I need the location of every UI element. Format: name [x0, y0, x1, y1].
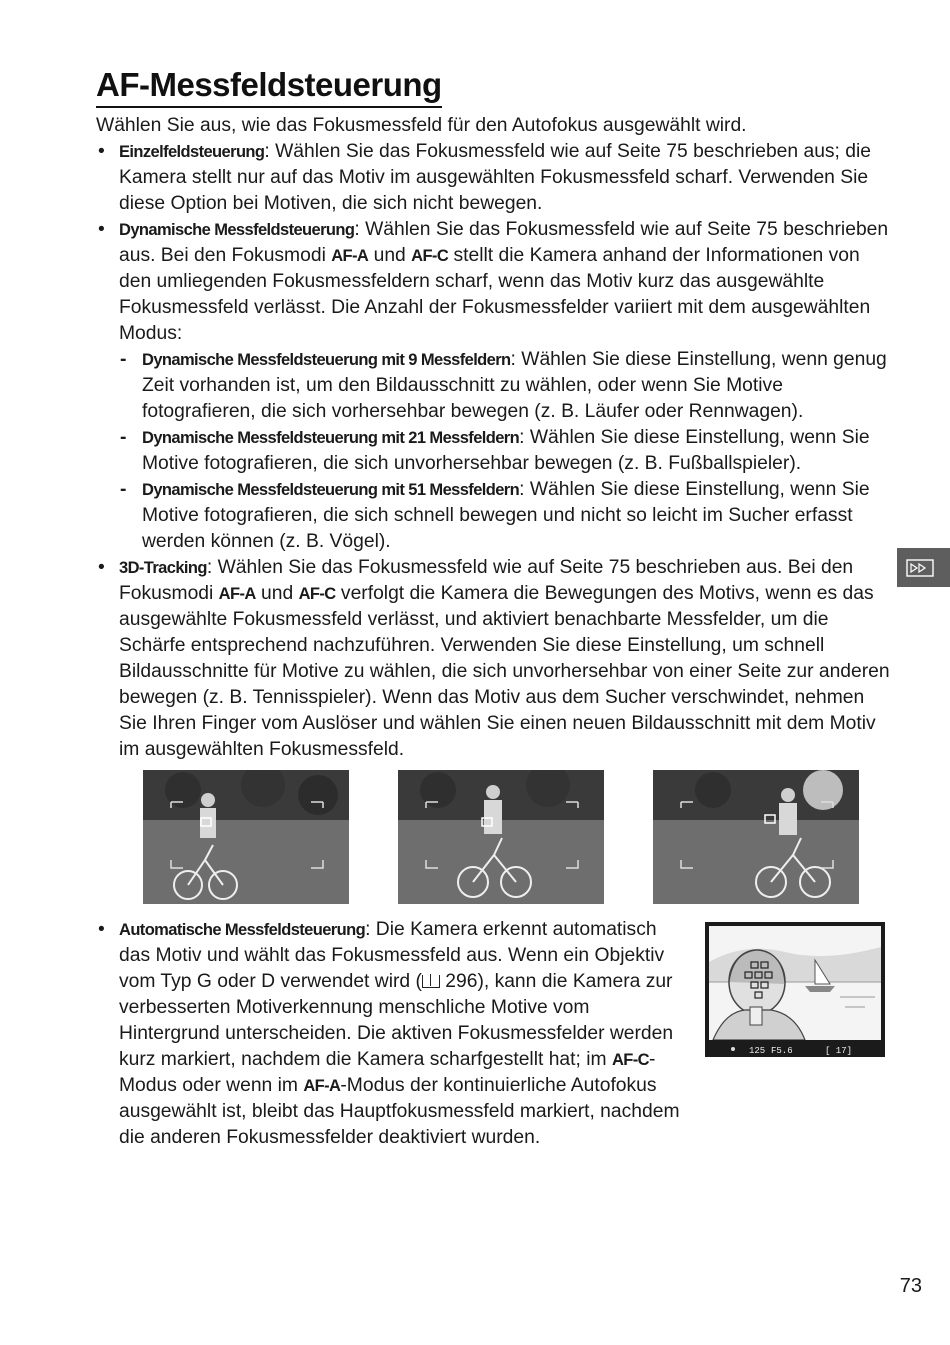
- auto-first-lines: [119, 917, 689, 1151]
- viewfinder-count: [ 17]: [825, 1046, 853, 1056]
- photo-tracking-2: [398, 770, 604, 904]
- term: Dynamische Messfeldsteuerung mit 21 Messfeldern: [142, 429, 520, 447]
- desc: : Die Kamera erkennt automatisch das Motiv und wählt das Fokusmessfeld aus. Wenn ein Objektiv vom Typ G oder D verwendet wird (: [119, 919, 665, 992]
- desc: und: [368, 245, 412, 266]
- desc: : Wählen Sie das Fokusmessfeld wie auf Seite 75 beschrieben aus. Bei den Fokusmodi: [119, 219, 889, 266]
- list-item: [96, 917, 896, 1151]
- option-list-continued: [96, 917, 896, 1151]
- book-icon: [422, 975, 440, 988]
- desc: verfolgt die Kamera die Bewegungen des Motivs, wenn es das ausgewählte Fokusmessfeld verlässt, und aktiviert benachbarte Messfelder, um die Schärfe entsprechend nachzuführen. Verwenden Sie diese Einstellung, um schnell Bildausschnitte für Motive zu wählen, die sich unvorhersehbar von einer Seite zur anderen bewegen (z. B. Tennisspieler). Wenn das Motiv aus dem Sucher verschwindet, nehmen Sie Ihren Finger vom Auslöser und wählen Sie einen neuen Bildausschnitt mit dem Motiv im ausgewählten Fokusmessfeld.: [119, 583, 890, 760]
- desc: -Modus der kontinuierliche Autofokus ausgewählt ist, bleibt das Hauptfokusmessfeld markiert, nachdem die anderen Fokusmessfelder deaktiviert wurden.: [119, 1075, 680, 1148]
- mode-label: AF-A: [303, 1077, 341, 1095]
- intro-text: Wählen Sie aus, wie das Fokusmessfeld für den Autofokus ausgewählt wird.: [96, 115, 747, 136]
- list-item-3d-tracking: [96, 555, 896, 763]
- sub-item-51: [119, 477, 896, 555]
- term: 3D-Tracking: [119, 559, 207, 577]
- mode-label: AF-A: [331, 247, 369, 265]
- page-title: AF-Messfeldsteuerung: [96, 64, 442, 108]
- sub-item-9: [119, 347, 896, 425]
- list-item-automatisch: [96, 917, 896, 1151]
- mode-label: AF-C: [611, 1051, 649, 1069]
- section-tab: [897, 548, 950, 587]
- mode-label: AF-C: [411, 247, 449, 265]
- term: Dynamische Messfeldsteuerung mit 51 Messfeldern: [142, 481, 520, 499]
- desc: : Wählen Sie das Fokusmessfeld wie auf Seite 75 beschrieben aus. Bei den Fokusmodi: [119, 557, 854, 604]
- option-list: [96, 139, 896, 763]
- example-photos: [0, 770, 950, 904]
- desc: stellt die Kamera anhand der Informationen von den umliegenden Fokusmessfeldern scharf, wenn das Motiv kurz das ausgewählte Fokusmessfeld verlässt. Die Anzahl der Fokusmessfelder variiert mit dem ausgewählten Modus:: [119, 245, 871, 344]
- photo-tracking-1: [143, 770, 349, 904]
- viewfinder-aperture: F5.6: [771, 1046, 793, 1056]
- viewfinder-shutter: 125: [749, 1046, 766, 1056]
- term: Automatische Messfeldsteuerung: [119, 921, 366, 939]
- desc: und: [255, 583, 299, 604]
- list-item-dynamisch: [96, 217, 896, 555]
- mode-label: AF-C: [298, 585, 336, 603]
- term: Einzelfeldsteuerung: [119, 143, 265, 161]
- page-ref: 296: [439, 971, 478, 992]
- desc: : Wählen Sie diese Einstellung, wenn genug Zeit vorhanden ist, um den Bildausschnitt zu wählen, oder wenn Sie Motive fotografieren, die sich vorhersehbar bewegen (z. B. Läufer oder Rennwagen).: [142, 349, 887, 422]
- sub-item-21: [119, 425, 896, 477]
- desc: : Wählen Sie das Fokusmessfeld wie auf Seite 75 beschrieben aus; die Kamera stellt nur auf das Motiv im ausgewählten Fokusmessfeld scharf. Verwenden Sie diese Option bei Motiven, die sich nicht bewegen.: [119, 141, 871, 214]
- desc: : Wählen Sie diese Einstellung, wenn Sie Motive fotografieren, die sich unvorhersehbar bewegen (z. B. Fußballspieler).: [142, 427, 870, 474]
- page-number: 73: [899, 1275, 922, 1297]
- sub-list: [119, 347, 896, 555]
- mode-label: AF-A: [218, 585, 256, 603]
- list-item-einzelfeld: [96, 139, 896, 217]
- term: Dynamische Messfeldsteuerung mit 9 Messfeldern: [142, 351, 511, 369]
- desc: ), kann die Kamera zur verbesserten Motiverkennung menschliche Motive vom Hintergrund unterscheiden. Die aktiven Fokusmessfelder werden kurz markiert, nachdem die Kamera scharfgestellt hat; im: [119, 971, 674, 1070]
- shooting-menu-icon: [897, 548, 950, 587]
- desc: -Modus oder wenn im: [119, 1049, 656, 1096]
- desc: : Wählen Sie diese Einstellung, wenn Sie Motive fotografieren, die sich schnell bewegen und nicht so leicht im Sucher erfasst werden können (z. B. Vögel).: [142, 479, 870, 552]
- photo-tracking-3: [653, 770, 859, 904]
- term: Dynamische Messfeldsteuerung: [119, 221, 355, 239]
